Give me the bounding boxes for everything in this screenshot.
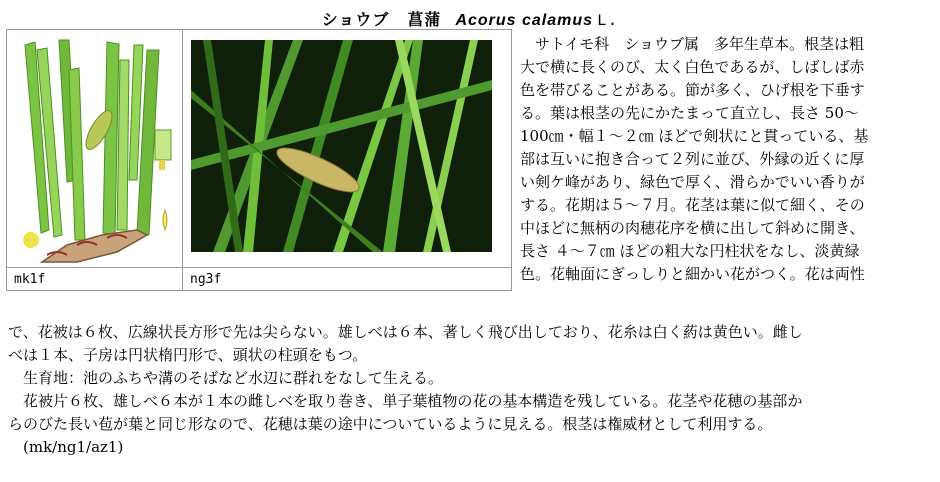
- text-line: べは１本、子房は円状楕円形で、頭状の柱頭をもつ。: [8, 346, 368, 364]
- botanical-illustration-icon: [7, 30, 182, 263]
- figure-caption-2: ng3f: [183, 268, 512, 291]
- description-right-column: [520, 33, 868, 286]
- description-full-width: [8, 321, 803, 459]
- text-line: サトイモ科 ショウブ属 多年生草本。根茎は粗: [520, 35, 864, 53]
- text-line: 色を帯びることがある。節が多く、ひげ根を下垂す: [520, 81, 865, 99]
- source-reference: (mk/ng1/az1): [8, 438, 124, 456]
- figure-cell-photo: [183, 30, 512, 268]
- habitat-line: 生育地：池のふちや溝のそばなど水辺に群れをなして生える。: [8, 369, 444, 387]
- title-kana: ショウブ: [321, 10, 390, 29]
- text-line: 長さ ４～７㎝ ほどの粗大な円柱状をなし、淡黄緑: [520, 242, 860, 260]
- figure-caption-1: mk1f: [7, 268, 183, 291]
- text-line: 部は互いに抱き合って２列に並び、外縁の近くに厚: [520, 150, 865, 168]
- text-line: 花被片６枚、雄しべ６本が１本の雌しべを取り巻き、単子葉植物の花の基本構造を残している。花茎や花穂の基部か: [8, 392, 803, 410]
- text-line: 中ほどに無柄の肉穂花序を横に出して斜めに開き、: [520, 219, 865, 237]
- page-title: [0, 7, 940, 30]
- text-line: る。葉は根茎の先にかたまって直立し、長さ 50～: [520, 104, 859, 122]
- text-line: い剣ケ峰があり、緑色で厚く、滑らかでいい香りが: [520, 173, 865, 191]
- text-line: する。花期は５～７月。花茎は葉に似て細く、その: [520, 196, 865, 214]
- title-latin: Acorus calamus: [455, 12, 594, 29]
- figure-cell-illustration: [7, 30, 183, 268]
- text-line: 色。花軸面にぎっしりと細かい花がつく。花は両性: [520, 265, 865, 283]
- text-line: で、花被は６枚、広線状長方形で先は尖らない。雄しべは６本、著しく飛び出しており、花糸は白く葯は黄色い。雌し: [8, 323, 803, 341]
- plant-photo-icon: [183, 30, 511, 263]
- figure-table: [6, 29, 512, 291]
- text-line: 100㎝・幅１～２㎝ ほどで剣状にと貫っている、基: [520, 127, 869, 145]
- text-line: らのびた長い苞が葉と同じ形なので、花穂は葉の途中についているように見える。根茎は権威材として利用する。: [8, 415, 773, 433]
- text-line: 大で横に長くのび、太く白色であるが、しばしば赤: [520, 58, 865, 76]
- title-author: L.: [597, 12, 619, 30]
- title-kanji: 菖蒲: [407, 10, 442, 29]
